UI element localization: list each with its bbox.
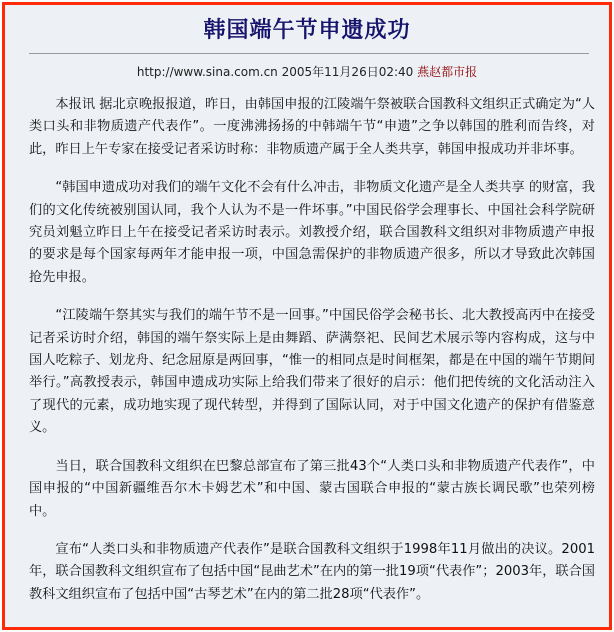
article-title: 韩国端午节申遗成功 <box>203 18 411 43</box>
article-body <box>29 94 595 606</box>
article-paragraph: 本报讯 据北京晚报报道，昨日，由韩国申报的江陵端午祭被联合国教科文组织正式确定为“人类口头和非物质遗产代表作”。一度沸沸扬扬的中韩端午节“申遗”之争以韩国的胜利而告终，对此，昨日上午专家在接受记者采访时称：非物质遗产属于全人类共享，韩国申报成功并非坏事。 <box>29 97 595 157</box>
source-url: http://www.sina.com.cn <box>136 65 278 79</box>
title-divider <box>29 53 589 54</box>
article-paragraph: 宣布“人类口头和非物质遗产代表作”是联合国教科文组织于1998年11月做出的决议。2001年，联合国教科文组织宣布了包括中国“昆曲艺术”在内的第一批19项“代表作”；2003年，联合国教科文组织宣布了包括中国“古琴艺术”在内的第二批28项“代表作”。 <box>29 541 595 602</box>
article-meta <box>5 64 609 80</box>
article-frame <box>2 2 612 630</box>
publish-datetime: 2005年11月26日02:40 <box>281 65 414 79</box>
source-newspaper-link[interactable]: 燕赵都市报 <box>417 65 478 79</box>
article-paragraph: 当日，联合国教科文组织在巴黎总部宣布了第三批43个“人类口头和非物质遗产代表作”，中国申报的“中国新疆维吾尔木卡姆艺术”和中国、蒙古国联合申报的“蒙古族长调民歌”也荣列榜中。 <box>29 458 595 519</box>
article-paragraph: “江陵端午祭其实与我们的端午节不是一回事。”中国民俗学会秘书长、北大教授高丙中在接受记者采访时介绍，韩国的端午祭实际上是由舞蹈、萨满祭祀、民间艺术展示等内容构成，这与中国人吃粽子、划龙舟、纪念屈原是两回事，“惟一的相同点是时间框架，都是在中国的端午节期间举行。”高教授表示，韩国申遗成功实际上给我们带来了很好的启示：他们把传统的文化活动注入了现代的元素，成功地实现了现代转型，并得到了国际认同，对于中国文化遗产的保护有借鉴意义。 <box>29 308 596 436</box>
article-paragraph: “韩国申遗成功对我们的端午文化不会有什么冲击，非物质文化遗产是全人类共享 的财富，我们的文化传统被别国认同，我个人认为不是一件坏事。”中国民俗学会理事长、中国社会科学院研究员刘魁立昨日上午在接受记者采访时表示。刘教授介绍，联合国教科文组织对非物质遗产申报的要求是每个国家每两年才能申报一项，中国急需保护的非物质遗产很多，所以才导致此次韩国抢先申报。 <box>29 180 595 285</box>
